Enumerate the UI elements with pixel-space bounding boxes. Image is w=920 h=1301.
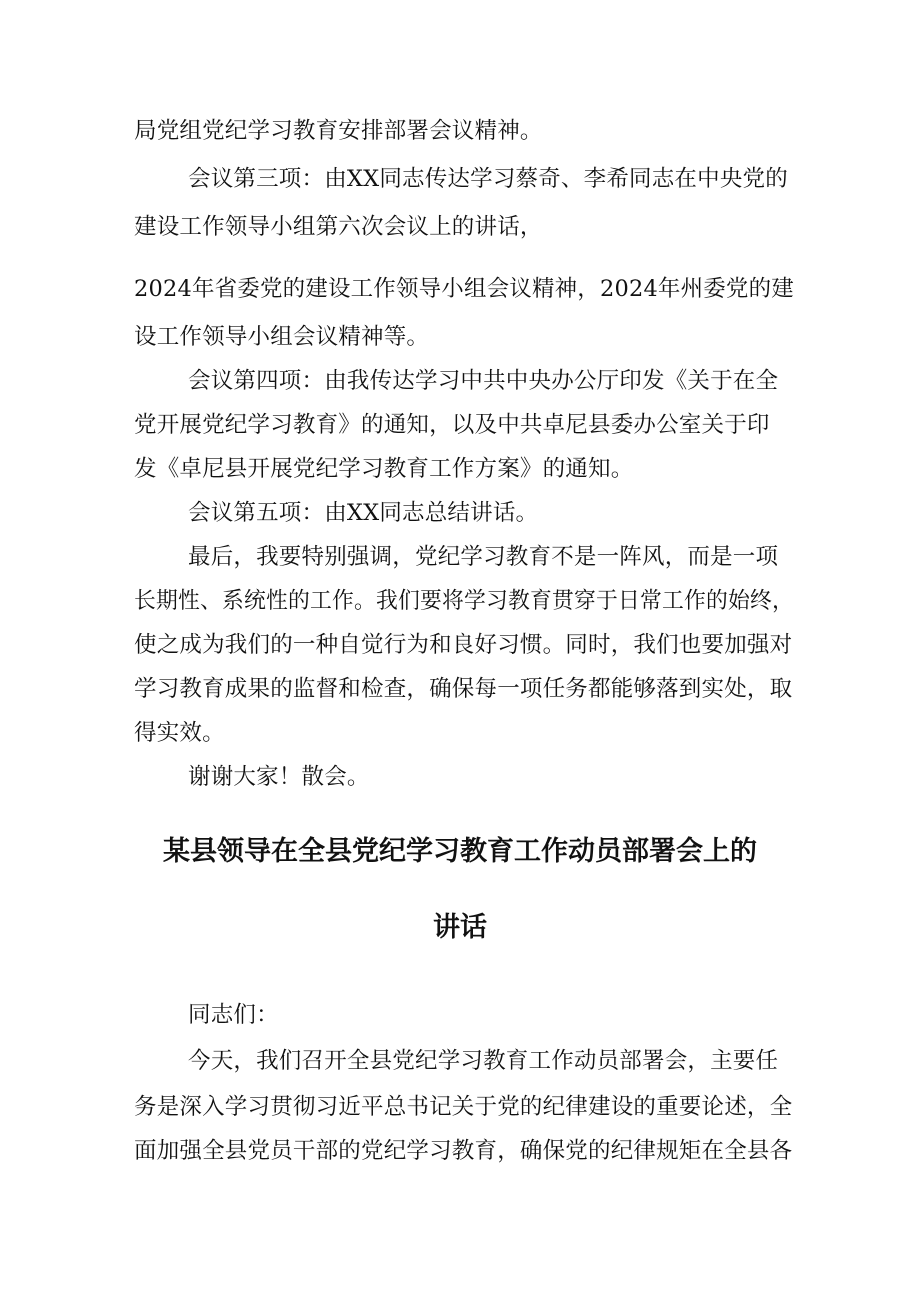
text-line: 使之成为我们的一种自觉行为和良好习惯。同时，我们也要加强对 — [134, 632, 793, 658]
text-line: 学习教育成果的监督和检查，确保每一项任务都能够落到实处，取 — [134, 676, 793, 702]
text-line: 2024年省委党的建设工作领导小组会议精神，2024年州委党的建 — [134, 276, 794, 302]
section-title-continued: 讲话 — [433, 912, 487, 943]
text-line: 最后，我要特别强调，党纪学习教育不是一阵风，而是一项 — [188, 544, 779, 570]
text-line: 得实效。 — [134, 720, 225, 746]
text-line: 党开展党纪学习教育》的通知，以及中共卓尼县委办公室关于印 — [134, 412, 770, 438]
salutation-line: 同志们： — [188, 1002, 279, 1028]
section-title: 某县领导在全县党纪学习教育工作动员部署会上的 — [163, 836, 757, 867]
text-line: 务是深入学习贯彻习近平总书记关于党的纪律建设的重要论述，全 — [134, 1094, 793, 1120]
text-line: 长期性、系统性的工作。我们要将学习教育贯穿于日常工作的始终， — [134, 588, 795, 614]
text-line: 今天，我们召开全县党纪学习教育工作动员部署会，主要任 — [188, 1048, 779, 1074]
text-line: 设工作领导小组会议精神等。 — [134, 324, 430, 350]
text-line: 会议第三项：由XX同志传达学习蔡奇、李希同志在中央党的 — [188, 166, 788, 192]
text-line: 发《卓尼县开展党纪学习教育工作方案》的通知。 — [134, 456, 634, 482]
text-line: 局党组党纪学习教育安排部署会议精神。 — [134, 118, 543, 144]
text-line: 会议第五项：由XX同志总结讲话。 — [188, 500, 539, 526]
text-line: 面加强全县党员干部的党纪学习教育，确保党的纪律规矩在全县各 — [134, 1138, 793, 1164]
text-line: 会议第四项：由我传达学习中共中央办公厅印发《关于在全 — [188, 368, 779, 394]
text-line: 谢谢大家！散会。 — [188, 764, 370, 790]
text-line: 建设工作领导小组第六次会议上的讲话， — [134, 214, 543, 240]
